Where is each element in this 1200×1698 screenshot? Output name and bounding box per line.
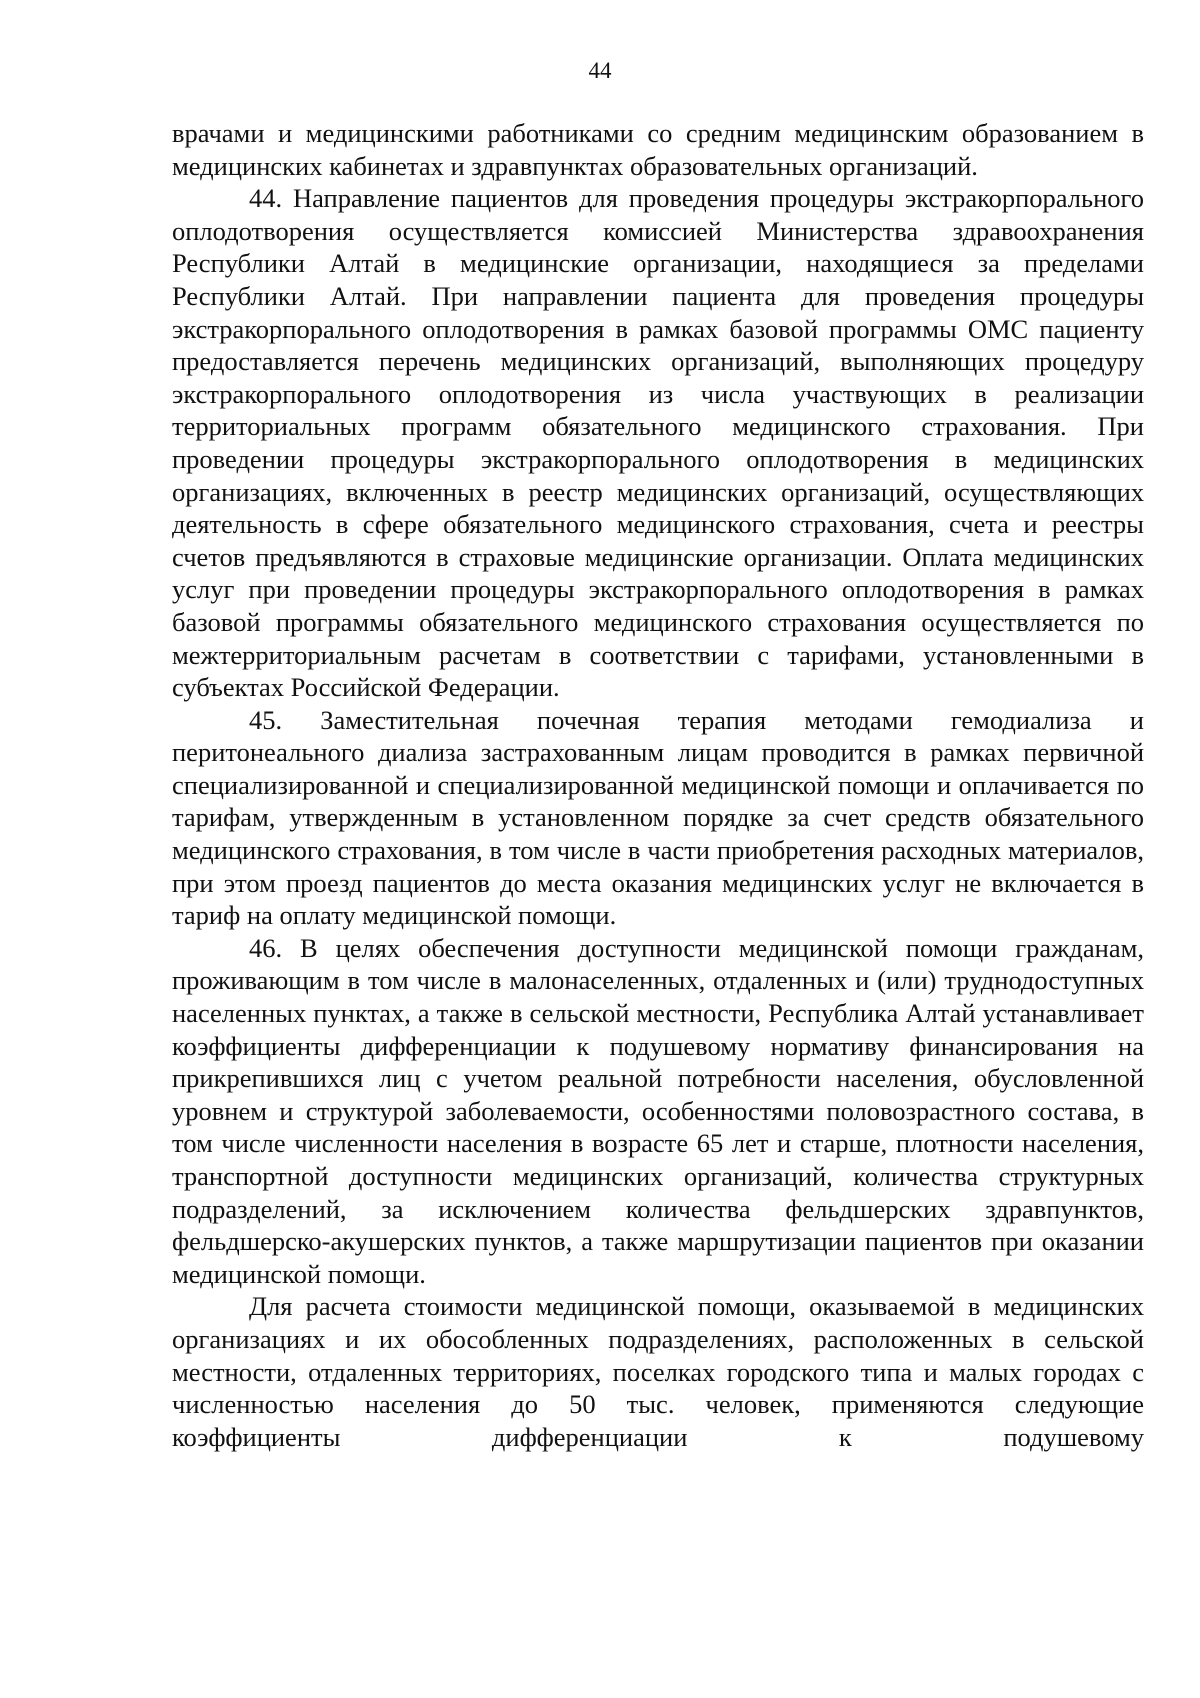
page-number: 44 — [588, 58, 612, 83]
document-body — [172, 117, 1144, 1453]
paragraph-continuation: врачами и медицинскими работниками со средним медицинским образованием в медицинских кабинетах и здравпунктах образовательных организаций. — [172, 118, 1144, 181]
paragraph-44: 44. Направление пациентов для проведения процедуры экстракорпорального оплодотворения осуществляется комиссией Министерства здравоохранения Республики Алтай в медицинские организации, находящиеся за пределами Республики Алтай. При направлении пациента для проведения процедуры экстракорпорального оплодотворения в рамках базовой программы ОМС пациенту предоставляется перечень медицинских организаций, выполняющих процедуру экстракорпорального оплодотворения из числа участвующих в реализации территориальных программ обязательного медицинского страхования. При проведении процедуры экстракорпорального оплодотворения в медицинских организациях, включенных в реестр медицинских организаций, осуществляющих деятельность в сфере обязательного медицинского страхования, счета и реестры счетов предъявляются в страховые медицинские организации. Оплата медицинских услуг при проведении процедуры экстракорпорального оплодотворения в рамках базовой программы обязательного медицинского страхования осуществляется по межтерриториальным расчетам в соответствии с тарифами, установленными в субъектах Российской Федерации. — [172, 183, 1144, 703]
paragraph-45: 45. Заместительная почечная терапия методами гемодиализа и перитонеального диализа застрахованным лицам проводится в рамках первичной специализированной и специализированной медицинской помощи и оплачивается по тарифам, утвержденным в установленном порядке за счет средств обязательного медицинского страхования, в том числе в части приобретения расходных материалов, при этом проезд пациентов до места оказания медицинских услуг не включается в тариф на оплату медицинской помощи. — [172, 704, 1144, 931]
paragraph-coefficients: Для расчета стоимости медицинской помощи, оказываемой в медицинских организациях и их обособленных подразделениях, расположенных в сельской местности, отдаленных территориях, поселках городского типа и малых городах с численностью населения до 50 тыс. человек, применяются следующие коэффициенты дифференциации к подушевому — [172, 1291, 1144, 1452]
paragraph-46: 46. В целях обеспечения доступности медицинской помощи гражданам, проживающим в том числе в малонаселенных, отдаленных и (или) труднодоступных населенных пунктах, а также в сельской местности, Республика Алтай устанавливает коэффициенты дифференциации к подушевому нормативу финансирования на прикрепившихся лиц с учетом реальной потребности населения, обусловленной уровнем и структурой заболеваемости, особенностями половозрастного состава, в том числе численности населения в возрасте 65 лет и старше, плотности населения, транспортной доступности медицинских организаций, количества структурных подразделений, за исключением количества фельдшерских здравпунктов, фельдшерско-акушерских пунктов, а также маршрутизации пациентов при оказании медицинской помощи. — [172, 932, 1144, 1289]
